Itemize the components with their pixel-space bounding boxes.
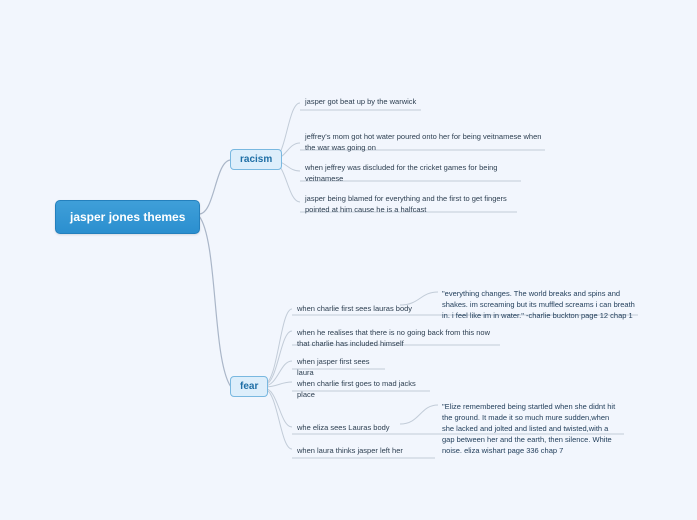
leaf-node-fear-quote-1[interactable]: "everything changes. The world breaks and spins and shakes. im screaming but its muffled screams i can breath in. i feel like im in water." -charlie buckton page 12 chap 1: [442, 289, 635, 320]
branch-node-fear[interactable]: [230, 376, 268, 397]
root-node-label: jasper jones themes: [70, 210, 186, 224]
root-node[interactable]: [55, 200, 200, 234]
leaf-node-racism-1[interactable]: jasper got beat up by the warwick: [305, 97, 417, 106]
branch-label: racism: [240, 154, 273, 165]
leaf-node-fear-6[interactable]: when laura thinks jasper left her: [297, 446, 403, 455]
leaf-node-fear-5[interactable]: whe eliza sees Lauras body: [297, 423, 390, 432]
leaf-node-racism-2[interactable]: jeffrey's mom got hot water poured onto her for being veitnamese when the war was going on: [305, 132, 542, 152]
leaf-node-fear-2[interactable]: when he realises that there is no going back from this now that charlie has included himself: [297, 328, 491, 348]
leaf-node-fear-4[interactable]: when charlie first goes to mad jacks place: [297, 379, 416, 399]
leaf-node-fear-3[interactable]: when jasper first sees laura: [297, 357, 370, 377]
leaf-node-fear-quote-2[interactable]: "Elize remembered being startled when she didnt hit the ground. It made it so much mure sudden,when she lacked and jolted and listed and twisted,with a gap between her and the earth, then silence. White noise. eliza wishart page 336 chap 7: [442, 402, 616, 455]
leaf-node-racism-3[interactable]: when jeffrey was discluded for the cricket games for being veitnamese: [305, 163, 498, 183]
branch-node-racism[interactable]: [230, 149, 282, 170]
leaf-node-racism-4[interactable]: jasper being blamed for everything and the first to get fingers pointed at him cause he is a halfcast: [305, 194, 507, 214]
branch-label: fear: [240, 381, 259, 392]
leaf-node-fear-1[interactable]: when charlie first sees lauras body: [297, 304, 413, 313]
